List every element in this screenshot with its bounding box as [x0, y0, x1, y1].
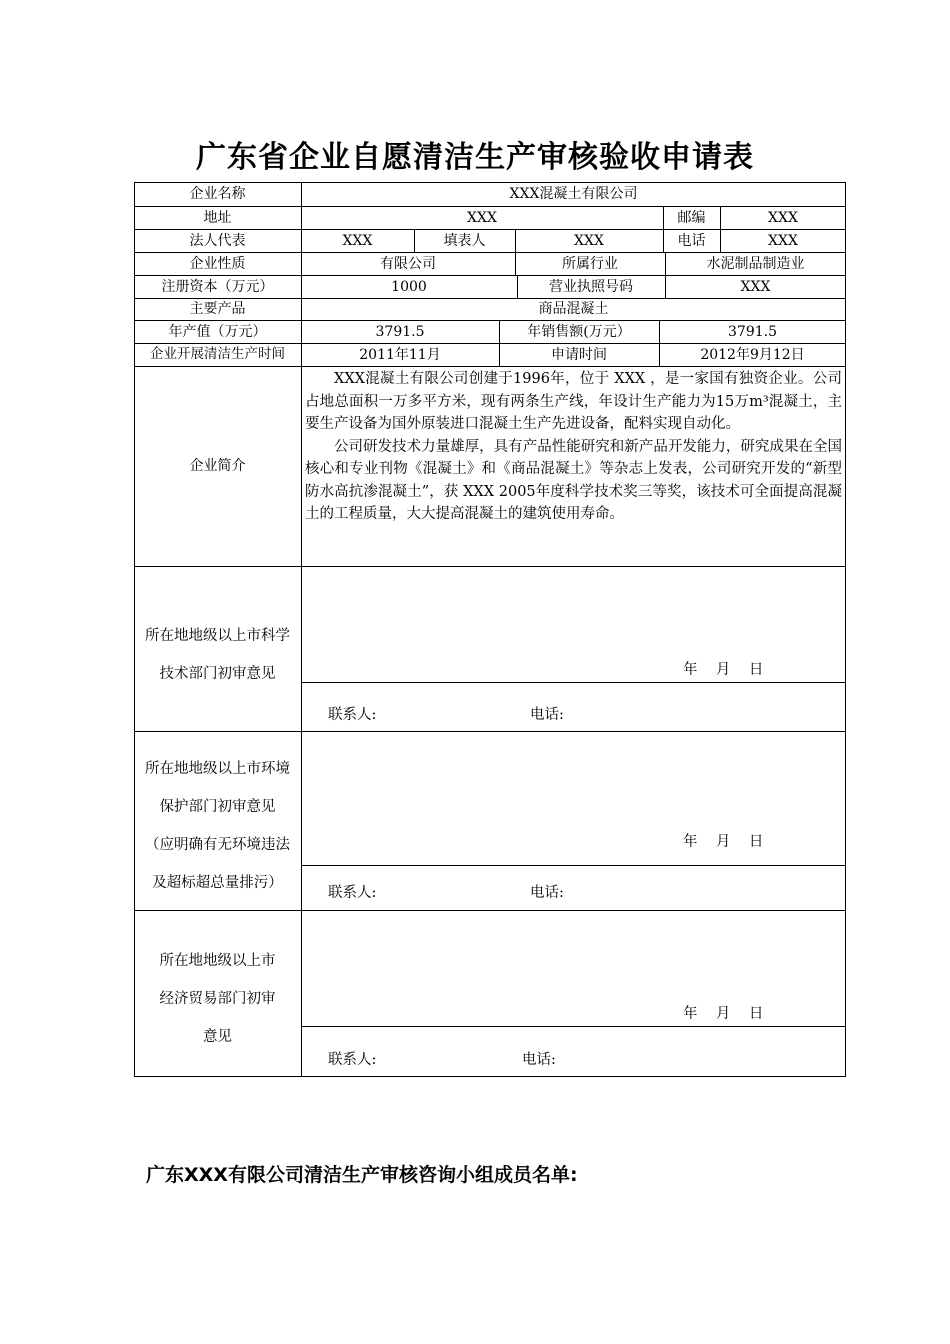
postcode-label: 邮编 [677, 209, 706, 226]
row-divider [301, 1026, 846, 1027]
page-title: 广东省企业自愿清洁生产审核验收申请表 [196, 140, 754, 175]
intro-paragraph: XXX混凝土有限公司创建于1996年，位于 XXX ，是一家国有独资企业。公司占地总面积一万多平方米，现有两条生产线，年设计生产能力为15万m³混凝土，主要生产设备为国外原装进口混凝土生产先进设备，配料实现自动化。 [305, 371, 842, 432]
output-value: 3791.5 [375, 323, 425, 340]
start-time-label: 企业开展清洁生产时间 [150, 345, 285, 362]
intro-label: 企业简介 [189, 458, 246, 474]
date-line: 年 月 日 [683, 662, 764, 678]
opinion-label-line: 意见 [203, 1029, 232, 1045]
contact-person-label: 联系人: [328, 885, 377, 901]
product-value: 商品混凝土 [538, 301, 609, 317]
company-name-value: XXX混凝土有限公司 [509, 186, 638, 202]
contact-person-label: 联系人: [328, 707, 377, 723]
opinion-label-line: 及超标超总量排污） [152, 875, 283, 891]
legal-rep-label: 法人代表 [189, 232, 246, 249]
contact-phone-label: 电话: [530, 707, 564, 723]
industry-label: 所属行业 [562, 255, 618, 272]
opinion-label-line: 所在地地级以上市科学 [145, 628, 290, 644]
output-label: 年产值（万元） [168, 323, 267, 340]
phone-label: 电话 [677, 232, 706, 249]
apply-time-label: 申请时间 [551, 346, 607, 363]
address-value: XXX [467, 209, 497, 226]
license-label: 营业执照号码 [549, 278, 633, 295]
opinion-label-line: 保护部门初审意见 [159, 799, 276, 815]
apply-time-value: 2012年9月12日 [700, 346, 805, 363]
intro-paragraph: 公司研发技术力量雄厚，具有产品性能研究和新产品开发能力，研究成果在全国核心和专业刊物《混凝土》和《商品混凝土》等杂志上发表，公司研究开发的“新型防水高抗渗混凝土”，获 XXX 2005年度科学技术奖三等奖，该技术可全面提高混凝土的工程质量，大大提高混凝土的建筑使用寿命。 [305, 438, 842, 522]
contact-phone-label: 电话: [530, 885, 564, 901]
opinion-label-line: 所在地地级以上市环境 [145, 761, 290, 777]
postcode-value: XXX [768, 209, 798, 226]
license-value: XXX [740, 278, 771, 295]
company-name-label: 企业名称 [189, 186, 246, 202]
date-line: 年 月 日 [683, 1006, 764, 1022]
science-dept-opinion-label [134, 617, 301, 693]
sales-value: 3791.5 [728, 323, 777, 340]
opinion-label-line: 经济贸易部门初审 [159, 991, 276, 1007]
row-divider [134, 910, 846, 911]
date-line: 年 月 日 [683, 834, 764, 850]
filler-value: XXX [574, 232, 604, 249]
economy-dept-opinion-label [134, 942, 301, 1056]
row-divider [134, 566, 846, 567]
product-label: 主要产品 [189, 301, 246, 317]
opinion-label-line: 技术部门初审意见 [159, 666, 276, 682]
contact-person-label: 联系人: [328, 1052, 377, 1068]
filler-label: 填表人 [443, 232, 486, 249]
row-divider [301, 682, 846, 683]
company-intro [305, 368, 842, 526]
opinion-label-line: （应明确有无环境违法 [145, 837, 290, 853]
opinion-label-line: 所在地地级以上市 [159, 953, 276, 969]
nature-label: 企业性质 [189, 255, 246, 272]
start-time-value: 2011年11月 [359, 346, 441, 363]
capital-label: 注册资本（万元） [161, 278, 274, 295]
phone-value: XXX [768, 232, 798, 249]
contact-phone-label: 电话: [522, 1052, 556, 1068]
legal-rep-value: XXX [342, 232, 373, 249]
consulting-team-heading: 广东XXX有限公司清洁生产审核咨询小组成员名单: [146, 1164, 578, 1186]
row-divider [301, 865, 846, 866]
nature-value: 有限公司 [380, 255, 436, 272]
row-divider [134, 731, 846, 732]
capital-value: 1000 [391, 278, 427, 295]
environment-dept-opinion-label [134, 750, 301, 902]
industry-value: 水泥制品制造业 [706, 255, 805, 272]
sales-label: 年销售额(万元） [527, 323, 631, 340]
address-label: 地址 [203, 209, 232, 226]
